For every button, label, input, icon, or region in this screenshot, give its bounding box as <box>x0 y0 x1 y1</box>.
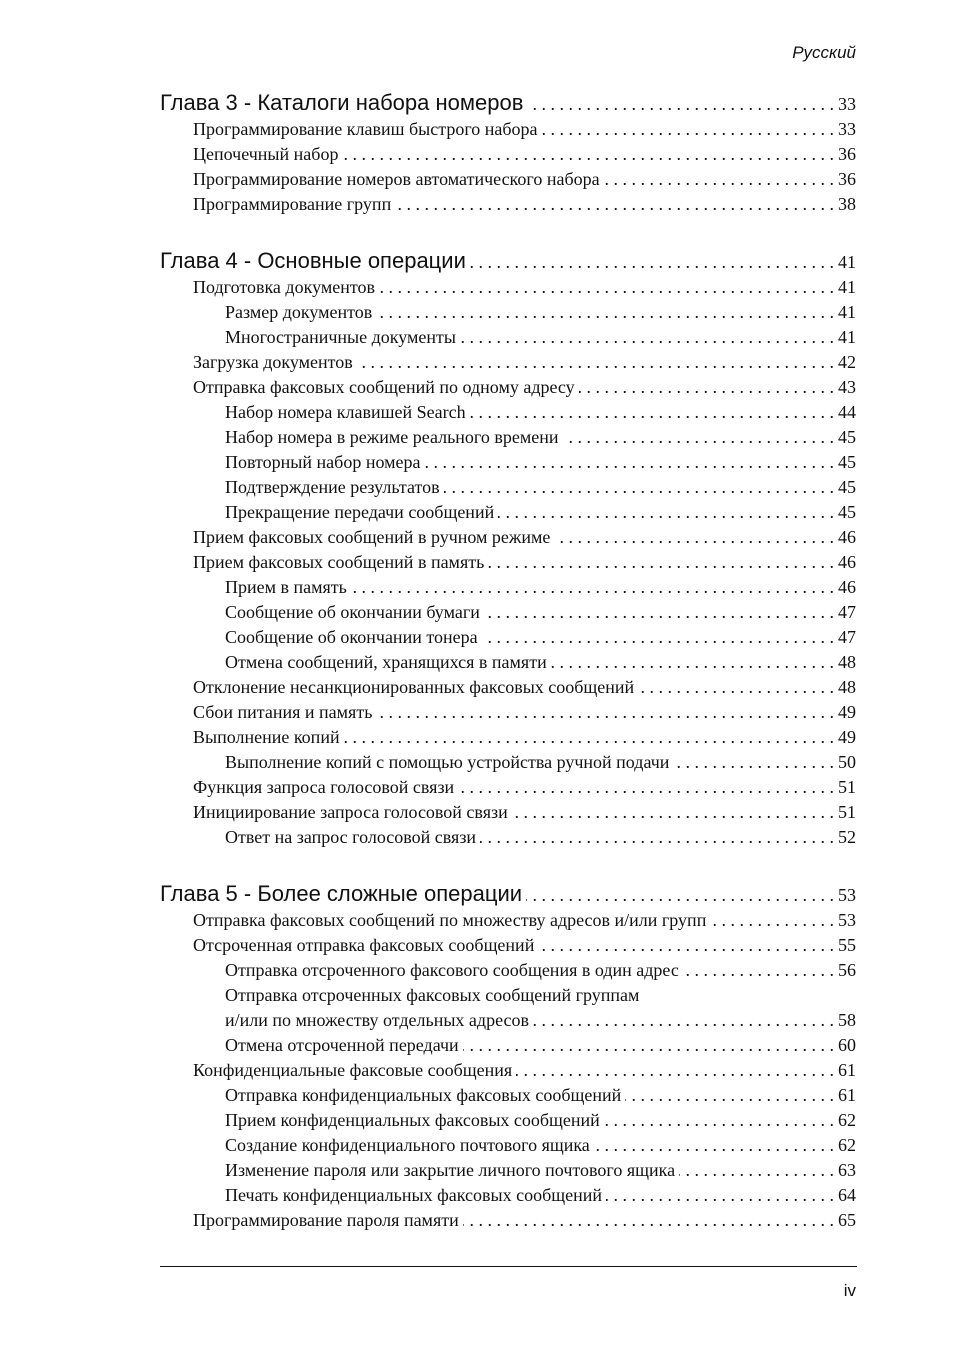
dot-leader <box>482 627 834 648</box>
toc-entry-page-number: 61 <box>838 1085 856 1105</box>
toc-entry[interactable] <box>160 144 856 169</box>
dot-leader <box>604 169 834 190</box>
toc-entry-title: Отмена отсроченной передачи <box>225 1035 459 1055</box>
toc-entry-page-number: 47 <box>838 627 856 647</box>
dot-leader <box>470 248 834 274</box>
chapter-page-number: 53 <box>838 885 856 905</box>
toc-entry-title: Создание конфиденциального почтового ящика <box>225 1135 590 1155</box>
toc-entry-title: Конфиденциальные факсовые сообщения <box>193 1060 513 1080</box>
toc-entry-title: Цепочечный набор <box>193 144 339 164</box>
toc-entry[interactable] <box>160 552 856 577</box>
chapter-title: Глава 4 - Основные операции <box>160 248 466 273</box>
dot-leader <box>458 777 834 798</box>
dot-leader <box>606 1185 834 1206</box>
dot-leader <box>638 677 834 698</box>
chapter-heading[interactable] <box>160 881 856 910</box>
toc-entry[interactable] <box>160 602 856 627</box>
toc-entry-page-number: 48 <box>838 652 856 672</box>
dot-leader <box>542 119 834 140</box>
toc-entry-page-number: 45 <box>838 452 856 472</box>
toc-entry-page-number: 41 <box>838 277 856 297</box>
dot-leader <box>376 302 834 323</box>
toc-entry[interactable] <box>160 502 856 527</box>
toc-entry[interactable] <box>160 802 856 827</box>
chapter-heading[interactable] <box>160 248 856 277</box>
toc-entry-page-number: 64 <box>838 1185 856 1205</box>
dot-leader <box>710 910 834 931</box>
toc-entry-page-number: 46 <box>838 527 856 547</box>
dot-leader <box>376 702 834 723</box>
toc-entry-page-number: 53 <box>838 910 856 930</box>
toc-entry[interactable] <box>160 452 856 477</box>
toc-entry-page-number: 47 <box>838 602 856 622</box>
toc-entry-title: Повторный набор номера <box>225 452 421 472</box>
toc-entry-title: Выполнение копий <box>193 727 340 747</box>
toc-entry-page-number: 36 <box>838 144 856 164</box>
toc-entry[interactable] <box>160 1085 856 1110</box>
toc-entry-title: Набор номера клавишей Search <box>225 402 466 422</box>
dot-leader <box>463 1210 834 1231</box>
toc-entry-page-number: 41 <box>838 327 856 347</box>
toc-entry-page-number: 48 <box>838 677 856 697</box>
toc-entry[interactable] <box>160 527 856 552</box>
toc-entry-title: Прием факсовых сообщений в память <box>193 552 485 572</box>
dot-leader <box>488 552 834 573</box>
toc-entry[interactable] <box>160 752 856 777</box>
toc-entry-page-number: 62 <box>838 1110 856 1130</box>
toc-entry-title: Прием конфиденциальных факсовых сообщений <box>225 1110 600 1130</box>
toc-entry-title: Сообщение об окончании тонера <box>225 627 478 647</box>
toc-entry[interactable] <box>160 1160 856 1185</box>
toc-entry[interactable] <box>160 652 856 677</box>
toc-entry-page-number: 56 <box>838 960 856 980</box>
toc-entry-page-number: 50 <box>838 752 856 772</box>
dot-leader <box>484 602 834 623</box>
dot-leader <box>480 827 834 848</box>
toc-entry-page-number: 44 <box>838 402 856 422</box>
dot-leader <box>673 752 834 773</box>
toc-entry-page-number: 42 <box>838 352 856 372</box>
toc-entry-page-number: 38 <box>838 194 856 214</box>
toc-entry[interactable] <box>160 302 856 327</box>
dot-leader <box>342 144 834 165</box>
toc-entry[interactable] <box>160 577 856 602</box>
toc-entry-title: Программирование пароля памяти <box>193 1210 459 1230</box>
toc-entry-title: Отправка отсроченного факсового сообщения в один адрес <box>225 960 679 980</box>
toc-entry[interactable] <box>160 1210 856 1235</box>
toc-entry[interactable] <box>160 402 856 427</box>
toc-entry-page-number: 49 <box>838 702 856 722</box>
toc-entry-page-number: 49 <box>838 727 856 747</box>
toc-entry[interactable] <box>160 1135 856 1160</box>
dot-leader <box>460 327 834 348</box>
toc-entry-page-number: 45 <box>838 502 856 522</box>
toc-entry-title: Подготовка документов <box>193 277 375 297</box>
toc-entry-page-number: 60 <box>838 1035 856 1055</box>
dot-leader <box>604 1110 834 1131</box>
toc-entry-title: Печать конфиденциальных факсовых сообщений <box>225 1185 602 1205</box>
toc-entry-page-number: 51 <box>838 777 856 797</box>
toc-entry[interactable] <box>160 627 856 652</box>
chapter-block <box>160 90 856 219</box>
toc-entry[interactable] <box>160 935 856 960</box>
chapter-heading[interactable] <box>160 90 856 119</box>
toc-entry-title: Прием в память <box>225 577 347 597</box>
chapter-block <box>160 881 856 1235</box>
toc-entry[interactable] <box>160 194 856 219</box>
dot-leader <box>498 502 834 523</box>
toc-entry-page-number: 51 <box>838 802 856 822</box>
toc-entry[interactable] <box>160 1060 856 1085</box>
dot-leader <box>470 402 834 423</box>
dot-leader <box>551 652 834 673</box>
toc-entry-title: Сообщение об окончании бумаги <box>225 602 480 622</box>
toc-entry-title: Ответ на запрос голосовой связи <box>225 827 477 847</box>
language-header: Русский <box>792 43 856 62</box>
dot-leader <box>512 802 834 823</box>
toc-entry[interactable] <box>160 169 856 194</box>
dot-leader <box>357 352 834 373</box>
toc-entry-page-number: 36 <box>838 169 856 189</box>
dot-leader <box>424 452 834 473</box>
dot-leader <box>538 935 834 956</box>
toc-entry[interactable] <box>160 702 856 727</box>
chapter-title: Глава 5 - Более сложные операции <box>160 881 523 906</box>
toc-entry[interactable] <box>160 1110 856 1135</box>
toc-entry[interactable] <box>160 477 856 502</box>
toc-entry-title: Функция запроса голосовой связи <box>193 777 455 797</box>
toc-entry-page-number: 58 <box>838 1010 856 1030</box>
toc-entry-title: и/или по множеству отдельных адресов <box>225 1010 529 1030</box>
toc-entry-title: Программирование клавиш быстрого набора <box>193 119 538 139</box>
toc-entry-title: Подтверждение результатов <box>225 477 440 497</box>
dot-leader <box>554 527 834 548</box>
toc-entry-title: Программирование групп <box>193 194 392 214</box>
toc-entry-title: Прием факсовых сообщений в ручном режиме <box>193 527 551 547</box>
toc-entry[interactable] <box>160 277 856 302</box>
toc-entry[interactable] <box>160 910 856 935</box>
toc-entry[interactable] <box>160 677 856 702</box>
toc-entry-page-number: 65 <box>838 1210 856 1230</box>
toc-entry-title: Отправка факсовых сообщений по множеству адресов и/или групп <box>193 910 707 930</box>
toc-entry-page-number: 45 <box>838 477 856 497</box>
toc-entry-page-number: 63 <box>838 1160 856 1180</box>
toc-entry-title: Загрузка документов <box>193 352 353 372</box>
chapter-page-number: 33 <box>838 94 856 114</box>
toc-entry-title: Отправка факсовых сообщений по одному адресу <box>193 377 575 397</box>
dot-leader <box>351 577 834 598</box>
dot-leader <box>533 1010 834 1031</box>
toc-entry-page-number: 43 <box>838 377 856 397</box>
dot-leader <box>683 960 834 981</box>
toc-entry[interactable] <box>160 777 856 802</box>
toc-entry-title: Отсроченная отправка факсовых сообщений <box>193 935 535 955</box>
toc-entry[interactable] <box>160 1010 856 1035</box>
toc-entry-title: Отправка конфиденциальных факсовых сообщений <box>225 1085 622 1105</box>
chapter-block <box>160 248 856 852</box>
toc-entry-title: Сбои питания и память <box>193 702 373 722</box>
toc-entry-page-number: 45 <box>838 427 856 447</box>
toc-entry-title: Отклонение несанкционированных факсовых сообщений <box>193 677 635 697</box>
chapter-page-number: 41 <box>838 252 856 272</box>
toc-entry[interactable] <box>160 352 856 377</box>
toc-entry-title: Выполнение копий с помощью устройства ручной подачи <box>225 752 670 772</box>
toc-entry-page-number: 33 <box>838 119 856 139</box>
chapter-title: Глава 3 - Каталоги набора номеров <box>160 90 524 115</box>
toc-entry-page-number: 55 <box>838 935 856 955</box>
dot-leader <box>594 1135 834 1156</box>
dot-leader <box>625 1085 834 1106</box>
toc-entry[interactable] <box>160 727 856 752</box>
footer-rule <box>160 1266 857 1267</box>
toc-entry[interactable] <box>160 427 856 452</box>
toc-entry-page-number: 61 <box>838 1060 856 1080</box>
toc-entry-page-number: 46 <box>838 577 856 597</box>
toc-entry-page-number: 52 <box>838 827 856 847</box>
toc-entry-title: Отмена сообщений, хранящихся в памяти <box>225 652 547 672</box>
toc-entry-page-number: 41 <box>838 302 856 322</box>
dot-leader <box>563 427 835 448</box>
table-of-contents <box>160 90 856 1264</box>
dot-leader <box>679 1160 834 1181</box>
footer-page-number: iv <box>843 1281 856 1300</box>
dot-leader <box>444 477 834 498</box>
toc-entry-line[interactable]: Отправка отсроченных факсовых сообщений группам <box>225 985 640 1005</box>
toc-entry-title: Программирование номеров автоматического набора <box>193 169 600 189</box>
toc-entry[interactable] <box>160 119 856 144</box>
toc-entry[interactable] <box>160 327 856 352</box>
toc-entry-page-number: 46 <box>838 552 856 572</box>
toc-entry-title: Прекращение передачи сообщений <box>225 502 495 522</box>
toc-entry[interactable] <box>160 960 856 985</box>
dot-leader <box>579 377 834 398</box>
dot-leader <box>527 90 834 116</box>
toc-entry-title: Изменение пароля или закрытие личного почтового ящика <box>225 1160 676 1180</box>
toc-entry-title: Многостраничные документы <box>225 327 457 347</box>
dot-leader <box>463 1035 834 1056</box>
dot-leader <box>526 881 834 907</box>
toc-entry[interactable] <box>160 1185 856 1210</box>
dot-leader <box>516 1060 834 1081</box>
toc-entry-title: Размер документов <box>225 302 373 322</box>
dot-leader <box>379 277 834 298</box>
toc-entry[interactable] <box>160 377 856 402</box>
dot-leader <box>344 727 834 748</box>
dot-leader <box>395 194 834 215</box>
toc-entry-title: Инициирование запроса голосовой связи <box>193 802 508 822</box>
toc-entry-title: Набор номера в режиме реального времени <box>225 427 559 447</box>
toc-entry-page-number: 62 <box>838 1135 856 1155</box>
toc-entry[interactable] <box>160 1035 856 1060</box>
toc-entry[interactable] <box>160 827 856 852</box>
